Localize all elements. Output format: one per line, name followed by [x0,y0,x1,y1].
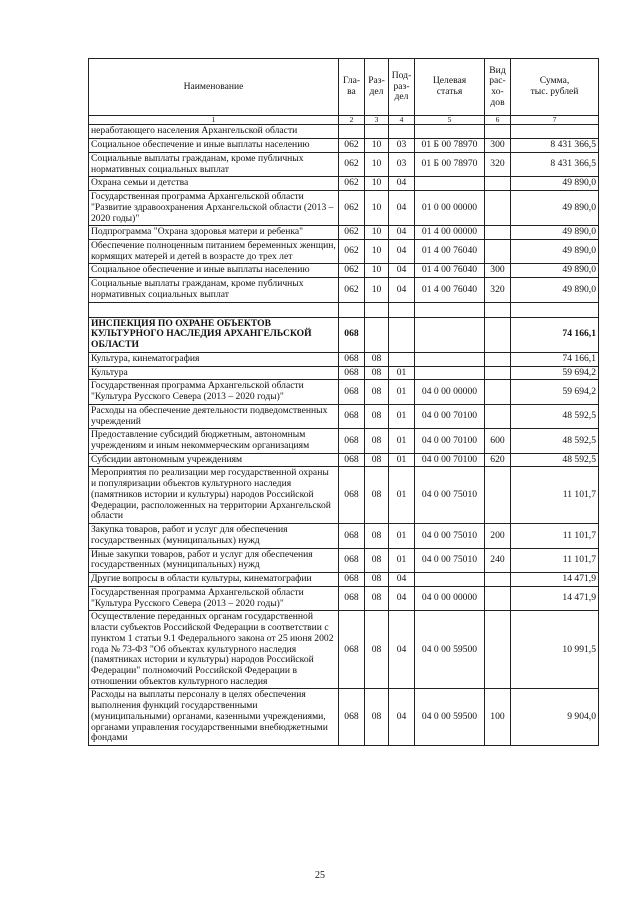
cell-s: 49 890,0 [511,226,599,240]
cell-name: Предоставление субсидий бюджетным, автономным учреждениям и иным некоммерческим организациям [89,429,339,453]
table-row [89,125,599,139]
cell-s: 9 904,0 [511,689,599,746]
cell-r: 10 [365,177,389,191]
cell-t: 04 0 00 75010 [415,467,485,524]
cell-t: 04 0 00 70100 [415,429,485,453]
cell-p: 01 [389,380,415,404]
cell-name: Иные закупки товаров, работ и услуг для обеспечения государственных (муниципальных) нужд [89,548,339,572]
cell-v: 300 [485,139,511,153]
cell-v [485,611,511,689]
table-row [89,139,599,153]
cell-t: 04 0 00 75010 [415,548,485,572]
cell-r: 10 [365,139,389,153]
cell-r: 08 [365,689,389,746]
cell-v [485,226,511,240]
cell-s: 59 694,2 [511,380,599,404]
cell-r: 10 [365,191,389,226]
table-row [89,467,599,524]
table-row [89,152,599,176]
cell-p: 04 [389,240,415,264]
cell-s: 14 471,9 [511,573,599,587]
cell-v [485,302,511,317]
cell-r: 10 [365,240,389,264]
cell-g: 062 [339,264,365,278]
cell-r [365,302,389,317]
cell-r: 08 [365,467,389,524]
cell-p [389,352,415,366]
document-page [88,58,598,746]
cell-t: 01 0 00 00000 [415,191,485,226]
col-number: 3 [365,116,389,125]
cell-v: 320 [485,152,511,176]
cell-s: 8 431 366,5 [511,152,599,176]
table-row [89,366,599,380]
cell-t: 01 Б 00 78970 [415,152,485,176]
cell-s: 10 991,5 [511,611,599,689]
table-header-row [89,59,599,116]
header-sum: Сумма, тыс. рублей [511,59,599,116]
table-row [89,453,599,467]
cell-t: 04 0 00 59500 [415,689,485,746]
cell-g: 062 [339,191,365,226]
cell-s: 48 592,5 [511,429,599,453]
cell-v: 100 [485,689,511,746]
cell-p: 04 [389,264,415,278]
cell-g: 062 [339,240,365,264]
cell-r: 08 [365,573,389,587]
table-row [89,586,599,610]
col-number: 7 [511,116,599,125]
table-row [89,611,599,689]
cell-r: 08 [365,453,389,467]
cell-g: 068 [339,317,365,352]
header-razdel: Раз- дел [365,59,389,116]
cell-v [485,586,511,610]
cell-s: 59 694,2 [511,366,599,380]
cell-g: 068 [339,453,365,467]
cell-g: 068 [339,586,365,610]
header-name: Наименование [89,59,339,116]
header-target: Целевая статья [415,59,485,116]
cell-name: Культура, кинематография [89,352,339,366]
cell-r: 08 [365,524,389,548]
cell-name [89,302,339,317]
cell-s: 48 592,5 [511,404,599,428]
cell-name: Обеспечение полноценным питанием беременных женщин, кормящих матерей и детей в возрасте до трех лет [89,240,339,264]
header-glava: Гла- ва [339,59,365,116]
cell-g: 068 [339,404,365,428]
cell-r: 08 [365,404,389,428]
table-row [89,404,599,428]
cell-t: 01 Б 00 78970 [415,139,485,153]
cell-r: 10 [365,152,389,176]
cell-p: 04 [389,689,415,746]
cell-name: Социальные выплаты гражданам, кроме публичных нормативных социальных выплат [89,152,339,176]
cell-g [339,125,365,139]
cell-r: 08 [365,352,389,366]
header-vid: Вид рас- хо- дов [485,59,511,116]
cell-v: 200 [485,524,511,548]
cell-s [511,125,599,139]
cell-p: 04 [389,586,415,610]
cell-name: Культура [89,366,339,380]
cell-v [485,317,511,352]
cell-r: 10 [365,278,389,302]
cell-g [339,302,365,317]
cell-name: Охрана семьи и детства [89,177,339,191]
cell-v [485,366,511,380]
cell-g: 068 [339,573,365,587]
cell-s: 11 101,7 [511,548,599,572]
cell-s: 74 166,1 [511,352,599,366]
cell-r: 08 [365,366,389,380]
cell-g: 062 [339,152,365,176]
cell-p [389,125,415,139]
table-row [89,548,599,572]
cell-t: 04 0 00 70100 [415,453,485,467]
cell-t [415,125,485,139]
cell-p: 01 [389,453,415,467]
cell-name: ИНСПЕКЦИЯ ПО ОХРАНЕ ОБЪЕКТОВ КУЛЬТУРНОГО НАСЛЕДИЯ АРХАНГЕЛЬСКОЙ ОБЛАСТИ [89,317,339,352]
cell-name: Социальное обеспечение и иные выплаты населению [89,264,339,278]
cell-p: 01 [389,404,415,428]
cell-t: 04 0 00 59500 [415,611,485,689]
cell-t [415,366,485,380]
col-number: 2 [339,116,365,125]
table-row [89,380,599,404]
table-row [89,524,599,548]
table-body [89,125,599,746]
cell-name: Государственная программа Архангельской области "Культура Русского Севера (2013 – 2020 годы)" [89,380,339,404]
cell-t: 01 4 00 76040 [415,278,485,302]
table-row [89,177,599,191]
cell-r: 10 [365,226,389,240]
cell-t [415,573,485,587]
table-row [89,352,599,366]
cell-name: Государственная программа Архангельской области "Культура Русского Севера (2013 – 2020 годы)" [89,586,339,610]
cell-v: 620 [485,453,511,467]
cell-g: 068 [339,429,365,453]
cell-t: 04 0 00 00000 [415,586,485,610]
cell-name: Расходы на обеспечение деятельности подведомственных учреждений [89,404,339,428]
cell-v [485,177,511,191]
cell-p: 01 [389,366,415,380]
cell-p: 03 [389,139,415,153]
cell-r: 08 [365,429,389,453]
cell-p: 04 [389,191,415,226]
cell-g: 068 [339,380,365,404]
cell-v [485,352,511,366]
cell-p: 04 [389,226,415,240]
cell-s: 11 101,7 [511,467,599,524]
cell-name: Расходы на выплаты персоналу в целях обеспечения выполнения функций государственными (муниципальными) органами, казенными учреждениями, органами управления государственными внебюджетными фондами [89,689,339,746]
cell-g: 068 [339,524,365,548]
cell-t: 01 4 00 76040 [415,264,485,278]
cell-p: 01 [389,467,415,524]
cell-s: 49 890,0 [511,177,599,191]
cell-p: 01 [389,524,415,548]
cell-name: Подпрограмма "Охрана здоровья матери и ребенка" [89,226,339,240]
cell-t: 04 0 00 75010 [415,524,485,548]
cell-v [485,467,511,524]
col-number: 1 [89,116,339,125]
cell-t [415,302,485,317]
table-row [89,317,599,352]
cell-g: 062 [339,278,365,302]
cell-t [415,352,485,366]
table-row [89,226,599,240]
cell-p: 04 [389,177,415,191]
cell-s: 49 890,0 [511,264,599,278]
cell-p: 04 [389,573,415,587]
cell-s: 8 431 366,5 [511,139,599,153]
table-row [89,278,599,302]
table-row [89,429,599,453]
cell-v [485,380,511,404]
cell-g: 068 [339,467,365,524]
cell-v [485,240,511,264]
cell-p [389,302,415,317]
table-row [89,191,599,226]
cell-t: 04 0 00 00000 [415,380,485,404]
cell-r: 08 [365,380,389,404]
cell-t [415,317,485,352]
cell-v: 240 [485,548,511,572]
cell-v [485,573,511,587]
cell-v: 320 [485,278,511,302]
cell-t: 01 4 00 00000 [415,226,485,240]
cell-t [415,177,485,191]
cell-name: Государственная программа Архангельской области "Развитие здравоохранения Архангельской области (2013 – 2020 годы)" [89,191,339,226]
cell-s [511,302,599,317]
col-number: 6 [485,116,511,125]
cell-r [365,317,389,352]
cell-t: 04 0 00 70100 [415,404,485,428]
cell-r: 08 [365,548,389,572]
cell-t: 01 4 00 76040 [415,240,485,264]
cell-name: Осуществление переданных органам государственной власти субъектов Российской Федерации в соответствии с пунктом 1 статьи 9.1 Федерального закона от 25 июня 2002 года № 73-ФЗ "Об объектах культурного наследия (памятниках истории и культуры) народов Российской Федерации" полномочий Российской Федерации в отношении объектов культурного наследия [89,611,339,689]
cell-p [389,317,415,352]
cell-p: 04 [389,611,415,689]
cell-name: Закупка товаров, работ и услуг для обеспечения государственных (муниципальных) нужд [89,524,339,548]
cell-g: 062 [339,226,365,240]
cell-s: 48 592,5 [511,453,599,467]
cell-g: 068 [339,366,365,380]
cell-name: Субсидии автономным учреждениям [89,453,339,467]
cell-g: 068 [339,611,365,689]
col-number: 4 [389,116,415,125]
column-number-row [89,116,599,125]
col-number: 5 [415,116,485,125]
cell-s: 49 890,0 [511,240,599,264]
header-podrazdel: Под- раз- дел [389,59,415,116]
cell-s: 49 890,0 [511,191,599,226]
cell-s: 49 890,0 [511,278,599,302]
cell-g: 068 [339,548,365,572]
cell-name: неработающего населения Архангельской области [89,125,339,139]
cell-r: 08 [365,586,389,610]
cell-v: 300 [485,264,511,278]
table-row [89,689,599,746]
cell-s: 11 101,7 [511,524,599,548]
table-row [89,302,599,317]
cell-v: 600 [485,429,511,453]
table-row [89,240,599,264]
cell-p: 01 [389,429,415,453]
budget-table [88,58,599,746]
cell-g: 068 [339,689,365,746]
cell-p: 01 [389,548,415,572]
cell-s: 74 166,1 [511,317,599,352]
cell-r: 08 [365,611,389,689]
cell-r [365,125,389,139]
cell-p: 03 [389,152,415,176]
cell-name: Мероприятия по реализации мер государственной охраны и популяризации объектов культурного наследия (памятников истории и культуры) народов Российской Федерации, расположенных на территории Архангельской области [89,467,339,524]
cell-r: 10 [365,264,389,278]
cell-g: 062 [339,139,365,153]
cell-p: 04 [389,278,415,302]
cell-v [485,191,511,226]
table-row [89,573,599,587]
cell-v [485,125,511,139]
page-number: 25 [315,870,325,881]
cell-g: 062 [339,177,365,191]
cell-name: Другие вопросы в области культуры, кинематографии [89,573,339,587]
cell-v [485,404,511,428]
cell-s: 14 471,9 [511,586,599,610]
cell-g: 068 [339,352,365,366]
cell-name: Социальное обеспечение и иные выплаты населению [89,139,339,153]
table-row [89,264,599,278]
cell-name: Социальные выплаты гражданам, кроме публичных нормативных социальных выплат [89,278,339,302]
